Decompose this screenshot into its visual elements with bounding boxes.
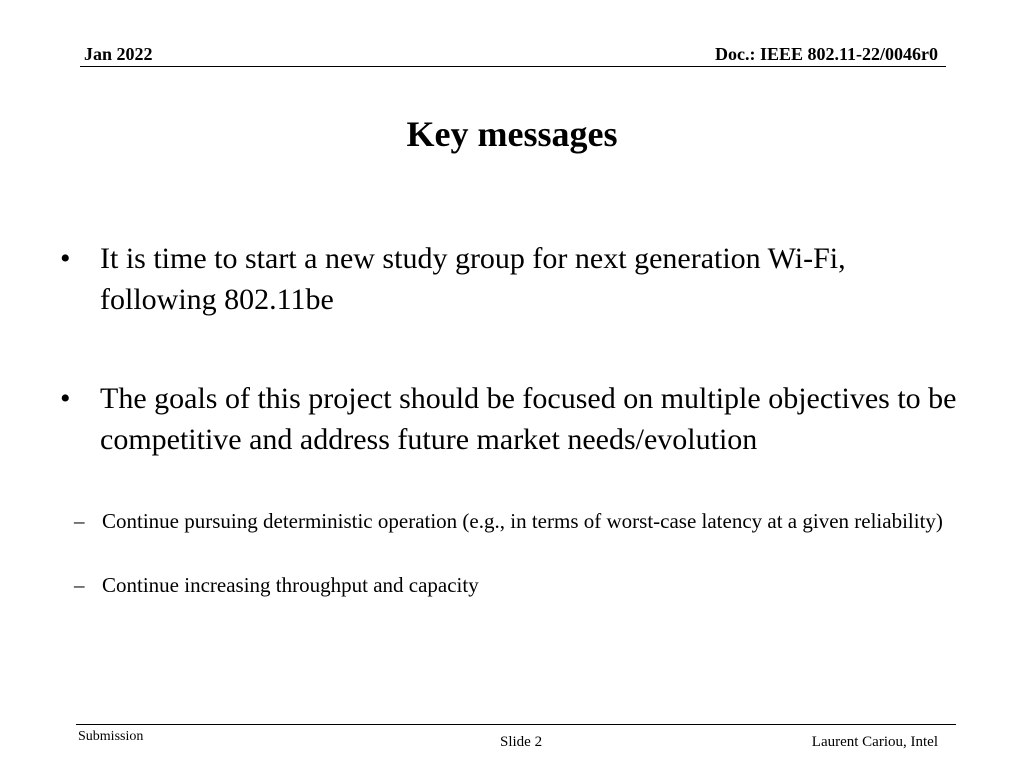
footer-divider: [76, 724, 956, 725]
slide-title: Key messages: [406, 114, 618, 154]
header-date: Jan 2022: [84, 44, 153, 64]
bullet-item-1: [60, 238, 960, 320]
sub-bullet-text: Continue increasing throughput and capacity: [102, 573, 479, 597]
bullet-marker: •: [60, 382, 71, 415]
sub-bullet-marker: –: [74, 509, 85, 533]
footer-slide-number: Slide 2: [500, 734, 543, 750]
bullet-marker: •: [60, 242, 71, 275]
footer-author: Laurent Cariou, Intel: [811, 734, 938, 750]
header-divider: [80, 66, 946, 67]
sub-bullet-item-1: [74, 506, 974, 566]
footer-submission: Submission: [78, 729, 144, 744]
bullet-item-2: [60, 378, 960, 501]
bullet-text: The goals of this project should be focused on multiple objectives to be competitive and address future market needs/evolution: [100, 382, 957, 456]
header-document-id: Doc.: IEEE 802.11-22/0046r0: [715, 44, 938, 64]
bullet-text: It is time to start a new study group for next generation Wi-Fi, following 802.11be: [100, 242, 846, 316]
sub-bullet-marker: –: [74, 573, 85, 597]
sub-bullet-text: Continue pursuing deterministic operation (e.g., in terms of worst-case latency at a given reliability): [102, 509, 943, 533]
sub-bullet-item-2: [74, 570, 974, 600]
